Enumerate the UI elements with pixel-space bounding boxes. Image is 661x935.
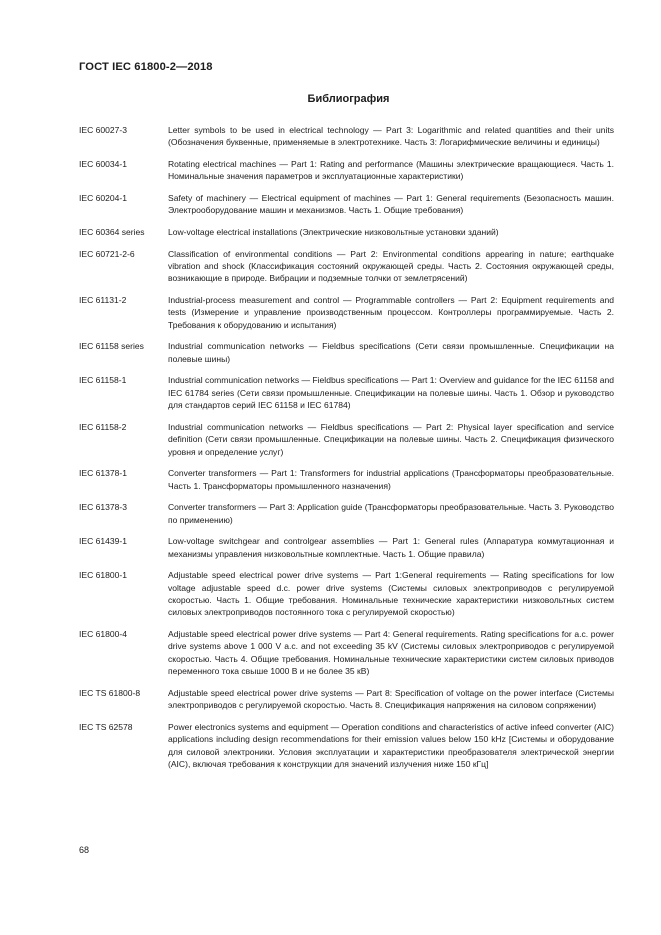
entry-code: IEC 60204-1 xyxy=(79,193,127,203)
bibliography-list xyxy=(79,124,614,780)
entry-text: Safety of machinery — Electrical equipment of machines — Part 1: General requirements (Безопасность машин. Электрооборудование машин и механизмов. Часть 1. Общие требования) xyxy=(168,193,614,216)
bibliography-entry xyxy=(79,226,614,238)
bibliography-entry xyxy=(79,501,614,526)
entry-text: Low-voltage electrical installations (Электрические низковольтные установки зданий) xyxy=(168,227,499,237)
document-header: ГОСТ IEC 61800-2—2018 xyxy=(79,61,213,73)
bibliography-entry xyxy=(79,467,614,492)
entry-text: Converter transformers — Part 3: Application guide (Трансформаторы преобразовательные. Часть 3. Руководство по применению) xyxy=(168,502,614,525)
entry-code: IEC 60027-3 xyxy=(79,125,127,135)
entry-code: IEC 61158 series xyxy=(79,341,144,352)
entry-code: IEC 61800-1 xyxy=(79,570,127,581)
entry-code: IEC TS 62578 xyxy=(79,721,133,732)
entry-code: IEC TS 61800-8 xyxy=(79,687,141,698)
bibliography-entry xyxy=(79,248,614,285)
entry-code: IEC 61158-1 xyxy=(79,375,127,386)
bibliography-entry xyxy=(79,340,614,365)
entry-text: Industrial-process measurement and control — Programmable controllers — Part 2: Equipment requirements and tests (Измерение и управление производственным процессом. Контроллеры программируемые. Часть 2. Требования к оборудованию и испытания) xyxy=(168,295,614,330)
entry-text: Converter transformers — Part 1: Transformers for industrial applications (Трансформаторы преобразовательные. Часть 1. Трансформаторы промышленного назначения) xyxy=(168,468,614,491)
entry-text: Classification of environmental conditions — Part 2: Environmental conditions appearing in nature; earthquake vibration and shock (Классификация состояний окружающей среды. Часть 2. Состояния окружающей среды, возникающие в природе. Вибрации и подземные толчки от землетрясений) xyxy=(168,248,614,284)
entry-code: IEC 61378-1 xyxy=(79,468,127,479)
bibliography-entry xyxy=(79,687,614,712)
bibliography-entry xyxy=(79,158,614,183)
bibliography-entry xyxy=(79,628,614,678)
entry-text: Power electronics systems and equipment — Operation conditions and characteristics of active infeed converter (AIC) applications including design recommendations for their emission values below 150 kHz [Системы и оборудование для силовой электроники. Условия эксплуатации и характеристики преобразователя электрической энергии (AIC), включая требования к конструкции для значений излучения ниже 150 кГц] xyxy=(168,721,614,770)
bibliography-entry xyxy=(79,421,614,458)
page-number: 68 xyxy=(79,845,90,855)
entry-code: IEC 61439-1 xyxy=(79,536,127,547)
entry-text: Industrial communication networks — Fieldbus specifications — Part 1: Overview and guidance for the IEC 61158 and IEC 61784 series (Сети связи промышленные. Спецификации на полевые шины. Часть 1. Обзор и руководство для стандартов серий IEC 61158 и IEC 61784) xyxy=(168,375,614,411)
entry-code: IEC 61158-2 xyxy=(79,421,127,432)
entry-code: IEC 61131-2 xyxy=(79,295,127,305)
bibliography-entry xyxy=(79,294,614,331)
bibliography-entry xyxy=(79,535,614,560)
bibliography-entry xyxy=(79,124,614,149)
entry-text: Adjustable speed electrical power drive systems — Part 4: General requirements. Rating specifications for a.c. power drive systems above 1 000 V a.c. and not exceeding 35 kV (Системы силовых электроприводов с регулируемой скоростью. Часть 4. Общие требования. Номинальные технические характеристики систем силовых приводов переменного тока свыше 1000 В и не более 35 кВ) xyxy=(168,629,614,677)
entry-text: Adjustable speed electrical power drive systems — Part 1:General requirements — Rating specifications for low voltage adjustable speed d.c. power drive systems (Системы силовых электроприводов с регулируемой скоростью. Часть 1. Общие требования. Номинальные технические характеристики низковольтных систем силовых электроприводов постоянного тока с регулируемой скоростью) xyxy=(168,570,614,618)
bibliography-entry xyxy=(79,721,614,771)
bibliography-entry xyxy=(79,192,614,217)
entry-code: IEC 60721-2-6 xyxy=(79,248,135,259)
entry-code: IEC 60034-1 xyxy=(79,159,127,169)
entry-text: Industrial communication networks — Fieldbus specifications — Part 2: Physical layer specification and service definition (Сети связи промышленные. Спецификации на полевые шины. Часть 2. Спецификация физического уровня и определение услуг) xyxy=(168,421,614,457)
bibliography-entry xyxy=(79,569,614,619)
entry-code: IEC 61378-3 xyxy=(79,502,127,513)
bibliography-entry xyxy=(79,374,614,411)
entry-text: Letter symbols to be used in electrical technology — Part 3: Logarithmic and related quantities and their units (Обозначения буквенные, применяемые в электротехнике. Часть 3: Логарифмические величины и единицы) xyxy=(168,125,614,148)
entry-text: Industrial communication networks — Fieldbus specifications (Сети связи промышленные. Спецификации на полевые шины) xyxy=(168,341,614,364)
section-title: Библиография xyxy=(307,93,390,105)
entry-code: IEC 60364 series xyxy=(79,227,145,237)
entry-text: Low-voltage switchgear and controlgear assemblies — Part 1: General rules (Аппаратура коммутационная и механизмы управления низковольтные комплектные. Часть 1. Общие правила) xyxy=(168,536,614,559)
entry-text: Rotating electrical machines — Part 1: Rating and performance (Машины электрические вращающиеся. Часть 1. Номинальные значения параметров и эксплуатационные характеристики) xyxy=(168,159,614,182)
entry-code: IEC 61800-4 xyxy=(79,629,127,640)
entry-text: Adjustable speed electrical power drive systems — Part 8: Specification of voltage on the power interface (Системы электроприводов с регулируемой скоростью. Часть 8. Спецификация напряжения на силовом сопряжении) xyxy=(168,687,614,711)
